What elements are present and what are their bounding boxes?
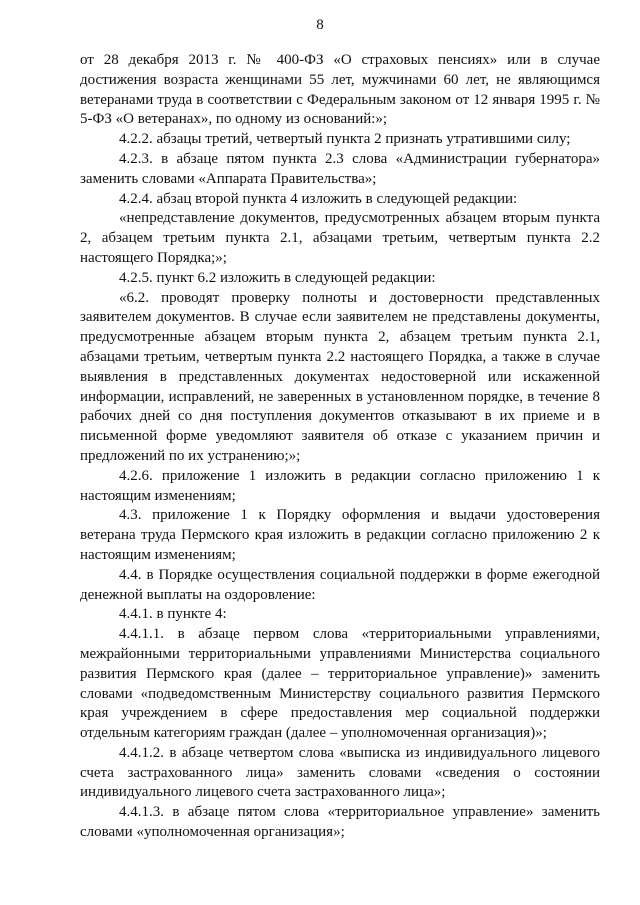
paragraph: от 28 декабря 2013 г. № 400-ФЗ «О страховых пенсиях» или в случае достижения возраста женщинами 55 лет, мужчинами 60 лет, не являющимся ветеранами труда в соответствии с Федеральным законом от 12 января 1995 г. № 5-ФЗ «О ветеранах», по одному из оснований:»; — [80, 52, 600, 128]
paragraph: 4.2.3. в абзаце пятом пункта 2.3 слова «Администрации губернатора» заменить словами «Аппарата Правительства»; — [80, 150, 600, 187]
paragraph: 4.2.2. абзацы третий, четвертый пункта 2 признать утратившими силу; — [119, 131, 571, 148]
page-number: 8 — [316, 17, 324, 33]
paragraph: 4.4.1.2. в абзаце четвертом слова «выписка из индивидуального лицевого счета застрахованного лица» заменить словами «сведения о состоянии индивидуального лицевого счета застрахованного лица»; — [80, 744, 600, 801]
paragraph: «6.2. проводят проверку полноты и достоверности представленных заявителем документов. В случае если заявителем не представлены документы, предусмотренные абзацем вторым пункта 2, абзацем третьим пункта 2.1, абзацами третьим, четвертым пункта 2.2 настоящего Порядка, а также в случае выявления в представленных документах недостоверной или искаженной информации, исправлений, не заверенных в установленном порядке, в течение 8 рабочих дней со дня поступления документов отказывают в их приеме и в письменной форме уведомляют заявителя об отказе с указанием причин и предложений по их устранению;»; — [80, 289, 600, 464]
paragraph: 4.2.4. абзац второй пункта 4 изложить в следующей редакции: — [119, 190, 518, 207]
paragraph: «непредставление документов, предусмотренных абзацем вторым пункта 2, абзацем третьим пункта 2.1, абзацами третьим, четвертым пункта 2.2 настоящего Порядка;»; — [80, 210, 600, 266]
paragraph: 4.2.5. пункт 6.2 изложить в следующей редакции: — [119, 269, 436, 286]
paragraph: 4.4.1.1. в абзаце первом слова «территориальными управлениями, межрайонными территориальными управлениями Министерства социального развития Пермского края (далее – территориальное управление)» заменить словами «подведомственным Министерству социального развития Пермского края учреждением в сфере предоставления мер социальной поддержки отдельным категориям граждан (далее – уполномоченная организация)»; — [80, 626, 600, 742]
document-body — [80, 51, 600, 843]
paragraph: 4.4.1. в пункте 4: — [119, 606, 227, 623]
paragraph: 4.3. приложение 1 к Порядку оформления и выдачи удостоверения ветерана труда Пермского края изложить в редакции согласно приложению 2 к настоящим изменениям; — [80, 507, 600, 563]
paragraph: 4.2.6. приложение 1 изложить в редакции согласно приложению 1 к настоящим изменениям; — [80, 467, 600, 504]
paragraph: 4.4.1.3. в абзаце пятом слова «территориальное управление» заменить словами «уполномоченная организация»; — [80, 804, 600, 841]
paragraph: 4.4. в Порядке осуществления социальной поддержки в форме ежегодной денежной выплаты на оздоровление: — [80, 566, 600, 603]
